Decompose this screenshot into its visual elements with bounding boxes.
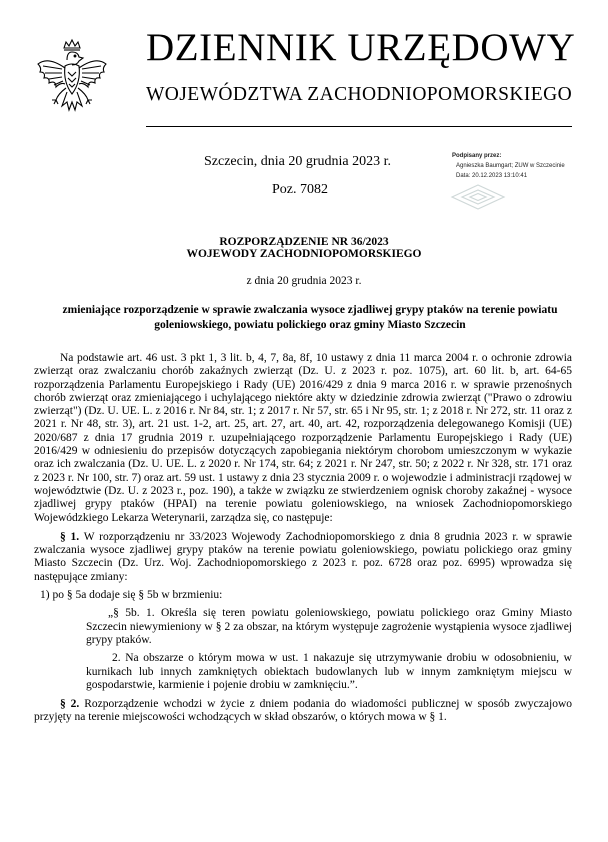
act-body — [34, 352, 572, 725]
act-subject: zmieniające rozporządzenie w sprawie zwalczania wysoce zjadliwej grypy ptaków na terenie powiatu goleniowskiego, powiatu polickiego oraz gminy Miasto Szczecin — [62, 304, 558, 331]
section-2-label: § 2. — [60, 698, 80, 711]
act-date: z dnia 20 grudnia 2023 r. — [246, 275, 362, 287]
quoted-paragraph-1: „§ 5b. 1. Określa się teren powiatu goleniowskiego, powiatu polickiego oraz Gminy Miasto Szczecin niewymieniony w § 2 za obszar, na którym występuje zagrożenie wystąpienia wysoce zjadliwej grypy ptaków. — [86, 607, 572, 646]
section-2-text: Rozporządzenie wchodzi w życie z dniem podania do wiadomości publicznej w sposób zwyczajowo przyjęty na terenie miejscowości wchodzących w skład obszarów, o których mowa w § 1. — [34, 698, 572, 724]
section-1 — [34, 531, 572, 584]
section-2 — [34, 698, 572, 725]
signature-signer: Agnieszka Baumgart; ZUW w Szczecinie — [456, 163, 565, 169]
signature-date: Data: 20.12.2023 13:10:41 — [456, 173, 528, 179]
signature-watermark-icon — [448, 182, 508, 212]
header-divider — [146, 126, 572, 127]
position-number: Poz. 7082 — [272, 182, 328, 197]
act-authority: WOJEWODY ZACHODNIOPOMORSKIEGO — [186, 248, 422, 260]
quoted-paragraph-2: 2. Na obszarze o którym mowa w ust. 1 nakazuje się utrzymywanie drobiu w odosobnieniu, w kurnikach lub innych zamkniętych obiektach budowlanych lub w innym zamkniętym miejscu w gospodarstwie, karmienie i pojenie drobiu w zamknięciu.”. — [86, 652, 572, 691]
journal-subtitle: WOJEWÓDZTWA ZACHODNIOPOMORSKIEGO — [146, 84, 573, 105]
section-1-label: § 1. — [60, 530, 80, 543]
act-type: ROZPORZĄDZENIE NR 36/2023 — [219, 236, 389, 248]
digital-signature-block — [452, 151, 565, 181]
eagle-emblem-icon — [34, 38, 110, 128]
place-date: Szczecin, dnia 20 grudnia 2023 r. — [204, 154, 392, 169]
section-1-text: W rozporządzeniu nr 33/2023 Wojewody Zachodniopomorskiego z dnia 8 grudnia 2023 r. w sprawie zwalczania wysoce zjadliwej grypy ptaków na terenie powiatu goleniowskiego, powiatu polickiego oraz gminy Miasto Szczecin (Dz. Urz. Woj. Zachodniopomorskiego z 2023 r. poz. 6728 oraz poz. 6995) wprowadza się następujące zmiany: — [34, 530, 573, 583]
point-1: 1) po § 5a dodaje się § 5b w brzmieniu: — [40, 589, 223, 602]
preamble: Na podstawie art. 46 ust. 3 pkt 1, 3 lit. b, 4, 7, 8a, 8f, 10 ustawy z dnia 11 marca 2004 r. o ochronie zdrowia zwierząt oraz zwalczaniu chorób zakaźnych zwierząt (Dz. U. z 2023 r. poz. 1075), art. 60 lit. b, art. 64-65 rozporządzenia Parlamentu Europejskiego i Rady (UE) 2016/429 z dnia 9 marca 2016 r. w sprawie przenośnych chorób zwierząt oraz zmieniającego i uchylającego niektóre akty w dziedzinie zdrowia zwierząt ("Prawo o zdrowiu zwierząt") (Dz. U. UE. L. z 2016 r. Nr 84, str. 1; z 2017 r. Nr 57, str. 65 i Nr 95, str. 1; z 2018 r. Nr 272, str. 11 oraz z 2021 r. Nr 48, str. 3), art. 21 ust. 1-2, art. 25, art. 27, art. 40, art. 42, rozporządzenia delegowanego Komisji (UE) 2020/687 z dnia 17 grudnia 2019 r. uzupełniającego rozporządzenie Parlamentu Europejskiego i Rady (UE) 2016/429 w odniesieniu do przepisów dotyczących zapobiegania niektórym chorobom umieszczonym w wykazie oraz ich zwalczania (Dz. U. UE. L. z 2020 r. Nr 174, str. 64; z 2021 r. Nr 247, str. 50; z 2022 r. Nr 328, str. 171 oraz z 2023 r. Nr 100, str. 7) oraz art. 59 ust. 1 ustawy z dnia 23 stycznia 2009 r. o wojewodzie i administracji rządowej w województwie (Dz. U. z 2023 r., poz. 190), a także w związku ze stwierdzeniem ognisk choroby zakaźnej - wysoce zjadliwej grypy ptaków (HPAI) na terenie powiatu goleniowskiego, na wniosek Zachodniopomorskiego Wojewódzkiego Lekarza Weterynarii, zarządza się, co następuje: — [34, 352, 572, 524]
journal-title: DZIENNIK URZĘDOWY — [146, 26, 576, 69]
signature-label: Podpisany przez: — [452, 153, 502, 159]
